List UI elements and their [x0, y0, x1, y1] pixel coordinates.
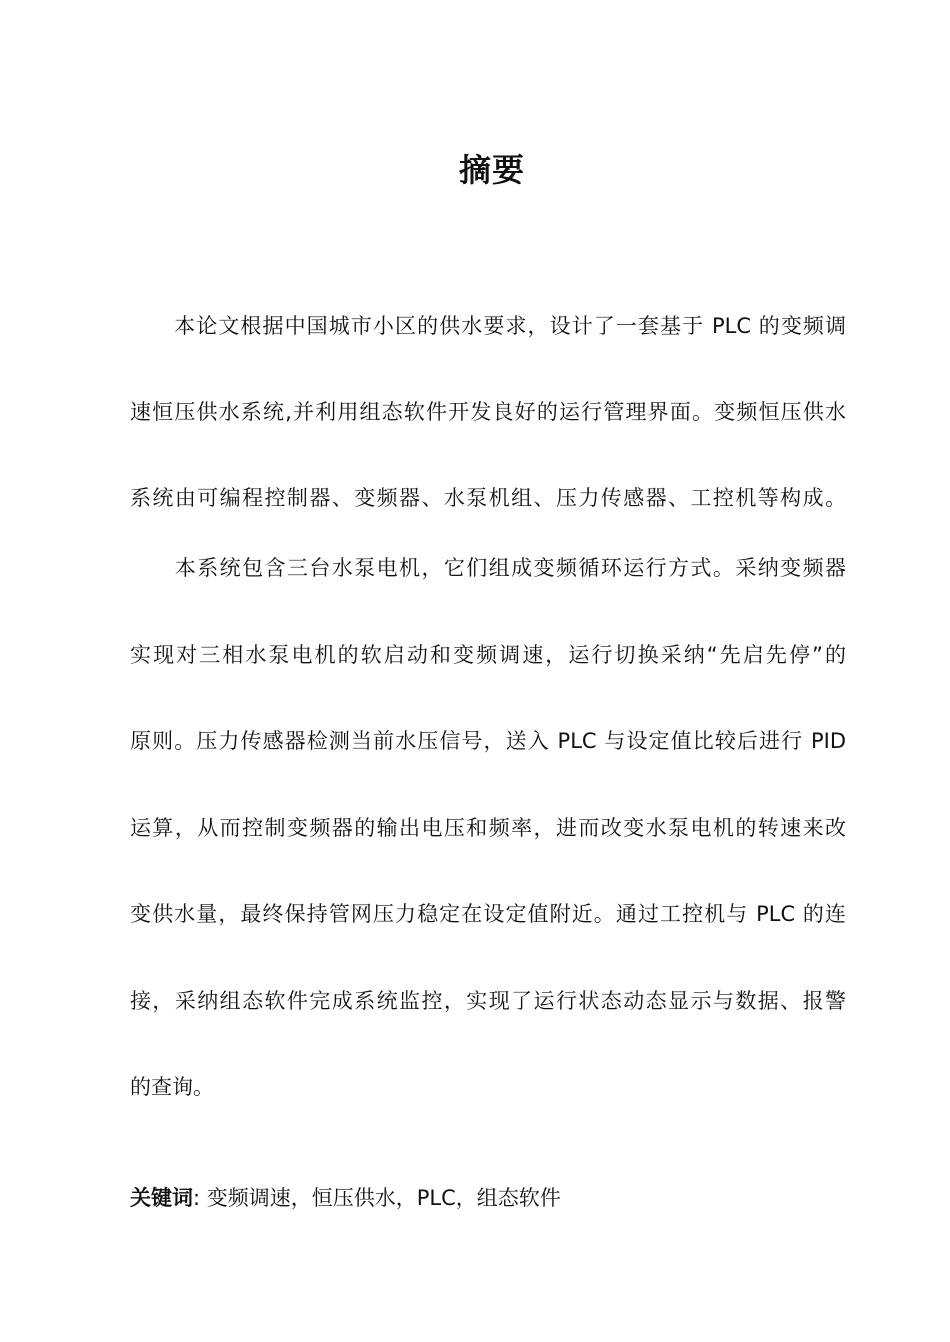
keywords-separator: :: [193, 1186, 201, 1210]
paragraph-line: 系统由可编程控制器、变频器、水泵机组、压力传感器、工控机等构成。: [130, 486, 846, 510]
paragraph-line: 实现对三相水泵电机的软启动和变频调速，运行切换采纳“先启先停”的: [130, 643, 846, 667]
paragraph-line: 接，采纳组态软件完成系统监控，实现了运行状态动态显示与数据、报警: [130, 989, 846, 1013]
keywords-value: 变频调速，恒压供水，PLC，组态软件: [206, 1186, 561, 1210]
paragraph-line: 本论文根据中国城市小区的供水要求，设计了一套基于 PLC 的变频调: [130, 314, 846, 338]
paragraph-line: 本系统包含三台水泵电机，它们组成变频循环运行方式。采纳变频器: [130, 556, 846, 580]
paragraph-line: 原则。压力传感器检测当前水压信号，送入 PLC 与设定值比较后进行 PID: [130, 729, 846, 753]
paragraph-line: 变供水量，最终保持管网压力稳定在设定值附近。通过工控机与 PLC 的连: [130, 902, 846, 926]
keywords-label: 关键词: [130, 1186, 193, 1210]
paragraph-line: 速恒压供水系统,并利用组态软件开发良好的运行管理界面。变频恒压供水: [130, 400, 846, 424]
paragraph-line: 的查询。: [130, 1075, 214, 1099]
keywords-line: [130, 1183, 561, 1213]
abstract-title: 摘要: [458, 151, 525, 189]
paragraph-line: 运算，从而控制变频器的输出电压和频率，进而改变水泵电机的转速来改: [130, 816, 846, 840]
